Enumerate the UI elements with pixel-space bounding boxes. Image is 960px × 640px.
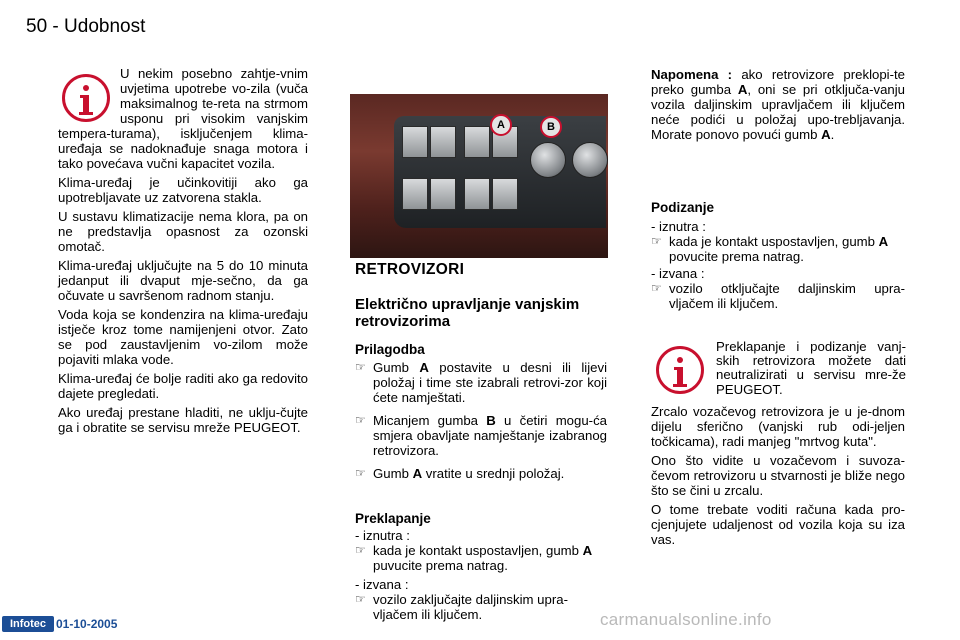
pointer-icon: ☞ <box>355 592 366 606</box>
raise-heading: Podizanje <box>651 200 715 215</box>
paragraph: Klima-uređaj je učinkovitiji ako ga upotrebljavate uz zatvorena stakla. <box>58 175 308 205</box>
paragraph: U sustavu klimatizacije nema klora, pa on ne predstavlja opasnost za ozonski omotač. <box>58 209 308 254</box>
paragraph: Klima-uređaj će bolje raditi ako ga redovito dajete pregledati. <box>58 371 308 401</box>
window-switch <box>464 126 490 158</box>
paragraph: Klima-uređaj uključujte na 5 do 10 minuta jedanput ili dvaput mje-sečno, da ga očuvate u savršenom radnom stanju. <box>58 258 308 303</box>
pointer-icon: ☞ <box>651 234 662 248</box>
section-title: Udobnost <box>64 16 146 37</box>
paragraph: Voda koja se kondenzira na klima-uređaju istječe kroz tome namijenjeni otvor. Zato se pod zaustavljenim vo-zilom može pojaviti mlaka vode. <box>58 307 308 367</box>
note-paragraph: Napomena : ako retrovizore preklopi-te preko gumba A, oni se pri otključa-vanju vozila daljinskim upravljačem ili ključem neće podići u položaj upo-trebljavanja. Morate ponovo povući gumb A. <box>651 67 905 142</box>
window-switch <box>492 178 518 210</box>
right-note <box>651 67 905 146</box>
info-icon <box>656 346 704 394</box>
infotec-logo: Infotec <box>2 616 54 632</box>
window-switch <box>464 178 490 210</box>
fold-outside-label: - izvana : <box>355 577 409 592</box>
window-switch <box>402 178 428 210</box>
adjust-heading: Prilagodba <box>355 342 425 357</box>
right-paragraphs <box>651 404 905 551</box>
pointer-icon: ☞ <box>355 360 366 374</box>
pointer-icon: ☞ <box>651 281 662 295</box>
subsection-heading: Električno upravljanje vanjskim retrovizorima <box>355 296 580 330</box>
list-item: ☞ Micanjem gumba B u četiri mogu-ća smjera obavljate namještanje izabranog retrovizora. <box>355 413 608 458</box>
list-item: ☞ Gumb A postavite u desni ili lijevi položaj i time ste izabrali retrovi-zor koji ćete namještati. <box>355 360 607 405</box>
mirror-adjuster-b <box>572 142 608 178</box>
window-switch <box>402 126 428 158</box>
mirror-selector-a <box>530 142 566 178</box>
raise-outside-label: - izvana : <box>651 266 705 281</box>
raise-inside-label: - iznutra : <box>651 219 706 234</box>
paragraph: Zrcalo vozačevog retrovizora je u je-dnom dijelu sferično (vanjski rub odi-jeljen točkicama), radi manjeg "mrtvog kuta". <box>651 404 905 449</box>
window-switch <box>430 126 456 158</box>
page-number: 50 <box>26 16 48 37</box>
info-note: U nekim posebno zahtje-vnim uvjetima upotrebe vo-zila (vuča maksimalnog te-reta na strmom usponu pri visokim vanjskim tempera-turama), isključenjem klima-uređaja se nadoknađuje snaga motora i tako povećava vučni kapacitet vozila. <box>58 66 308 171</box>
header-separator: - <box>52 16 59 37</box>
pointer-icon: ☞ <box>355 466 366 480</box>
section-heading: RETROVIZORI <box>355 261 465 278</box>
left-column <box>58 66 308 439</box>
door-mirror-controls-photo <box>350 94 608 258</box>
label-a: A <box>490 114 512 136</box>
middle-column <box>355 262 607 624</box>
watermark: carmanualsonline.info <box>600 610 772 629</box>
list-item: ☞ Gumb A vratite u srednji položaj. <box>355 466 565 481</box>
window-switch <box>430 178 456 210</box>
paragraph: O tome trebate voditi računa kada pro-cjenjujete udaljenost od vozila koja su iza vas. <box>651 502 905 547</box>
paragraph: Ako uređaj prestane hladiti, ne uklju-čujte ga i obratite se servisu mreže PEUGEOT. <box>58 405 308 435</box>
raise-section <box>651 200 905 313</box>
pointer-icon: ☞ <box>355 413 366 427</box>
right-info-note: Preklapanje i podizanje vanj-skih retrovizora možete dati neutralizirati u servisu mre-že PEUGEOT. <box>716 339 906 397</box>
page-header <box>26 16 145 38</box>
fold-inside-label: - iznutra : <box>355 528 410 543</box>
list-item: ☞ vozilo zaključajte daljinskim upra-vljačem ili ključem. <box>355 592 568 622</box>
fold-heading: Preklapanje <box>355 511 431 526</box>
list-item: ☞ kada je kontakt uspostavljen, gumb A puvucite prema natrag. <box>355 543 593 573</box>
paragraph: Ono što vidite u vozačevom i suvoza-čevom retrovizoru u stvarnosti je bliže nego što se čini u zrcalu. <box>651 453 905 498</box>
label-b: B <box>540 116 562 138</box>
footer-date: 01-10-2005 <box>56 617 118 631</box>
pointer-icon: ☞ <box>355 543 366 557</box>
list-item: ☞ vozilo otključajte daljinskim upra-vljačem ili ključem. <box>651 281 905 311</box>
list-item: ☞ kada je kontakt uspostavljen, gumb A povucite prema natrag. <box>651 234 889 264</box>
